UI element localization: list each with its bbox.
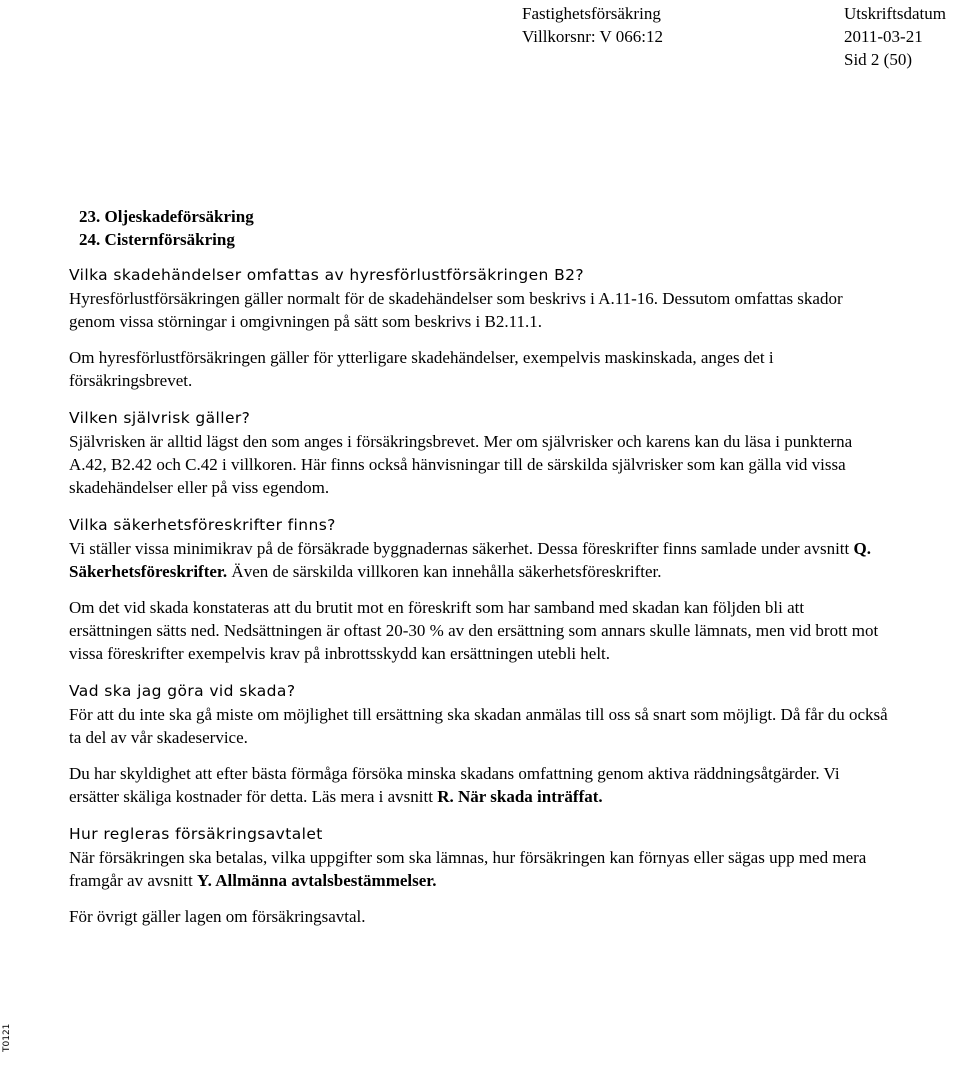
paragraph: Om det vid skada konstateras att du brutit mot en föreskrift som har samband med skadan kan följden bli att ersättningen sätts ned. Nedsättningen är oftast 20-30 % av den ersättning som annars skulle lämnats, men vid brott mot vissa föreskrifter exempelvis krav på inbrottsskydd kan ersättningen utebli helt. <box>69 598 879 663</box>
heading-deductible: Vilken självrisk gäller? <box>69 409 251 427</box>
paragraph: Vi ställer vissa minimikrav på de försäkrade byggnadernas säkerhet. Dessa föreskrifter finns samlade under avsnitt Q. Säkerhetsföreskrifter. Även de särskilda villkoren kan innehålla säkerhetsföreskrifter. <box>69 539 871 581</box>
header-product: Fastighetsförsäkring <box>522 4 661 23</box>
header-left <box>522 2 852 48</box>
header-terms-number: Villkorsnr: V 066:12 <box>522 27 663 46</box>
paragraph: Du har skyldighet att efter bästa förmåga försöka minska skadans omfattning genom aktiva räddningsåtgärder. Vi ersätter skäliga kostnader för detta. Läs mera i avsnitt R. När skada inträffat. <box>69 764 840 806</box>
section-reference: Q. Säkerhetsföreskrifter. <box>69 539 871 581</box>
heading-what-to-do: Vad ska jag göra vid skada? <box>69 682 296 700</box>
section-list <box>69 205 889 251</box>
heading-agreement: Hur regleras försäkringsavtalet <box>69 825 323 843</box>
section-reference: Y. Allmänna avtalsbestämmelser. <box>196 871 437 890</box>
paragraph: Hyresförlustförsäkringen gäller normalt för de skadehändelser som beskrivs i A.11-16. Dessutom omfattas skador genom vissa störningar i omgivningen på sätt som beskrivs i B2.11.1. <box>69 289 843 331</box>
section-reference: R. När skada inträffat. <box>437 787 603 806</box>
paragraph: För övrigt gäller lagen om försäkringsavtal. <box>69 907 366 926</box>
header-page-number: Sid 2 (50) <box>844 50 912 69</box>
list-item: 24. Cisternförsäkring <box>79 230 235 249</box>
paragraph: Om hyresförlustförsäkringen gäller för ytterligare skadehändelser, exempelvis maskinskada, anges det i försäkringsbrevet. <box>69 348 774 390</box>
heading-covered-events: Vilka skadehändelser omfattas av hyresförlustförsäkringen B2? <box>69 266 585 284</box>
header-right <box>844 2 960 71</box>
paragraph: För att du inte ska gå miste om möjlighet till ersättning ska skadan anmälas till oss så snart som möjligt. Då får du också ta del av vår skadeservice. <box>69 705 888 747</box>
paragraph: Självrisken är alltid lägst den som anges i försäkringsbrevet. Mer om självrisker och karens kan du läsa i punkterna A.42, B2.42 och C.42 i villkoren. Här finns också hänvisningar till de särskilda självrisker som kan gälla vid vissa skadehändelser eller på viss egendom. <box>69 432 853 497</box>
list-item: 23. Oljeskadeförsäkring <box>79 207 254 226</box>
side-document-code: T0121 <box>2 1023 12 1052</box>
document-body <box>69 205 889 928</box>
paragraph: När försäkringen ska betalas, vilka uppgifter som ska lämnas, hur försäkringen kan förnyas eller sägas upp med mera framgår av avsnitt Y. Allmänna avtalsbestämmelser. <box>69 848 867 890</box>
header-print-date-label: Utskriftsdatum <box>844 4 946 23</box>
header-print-date: 2011-03-21 <box>844 27 923 46</box>
heading-safety-rules: Vilka säkerhetsföreskrifter finns? <box>69 516 336 534</box>
